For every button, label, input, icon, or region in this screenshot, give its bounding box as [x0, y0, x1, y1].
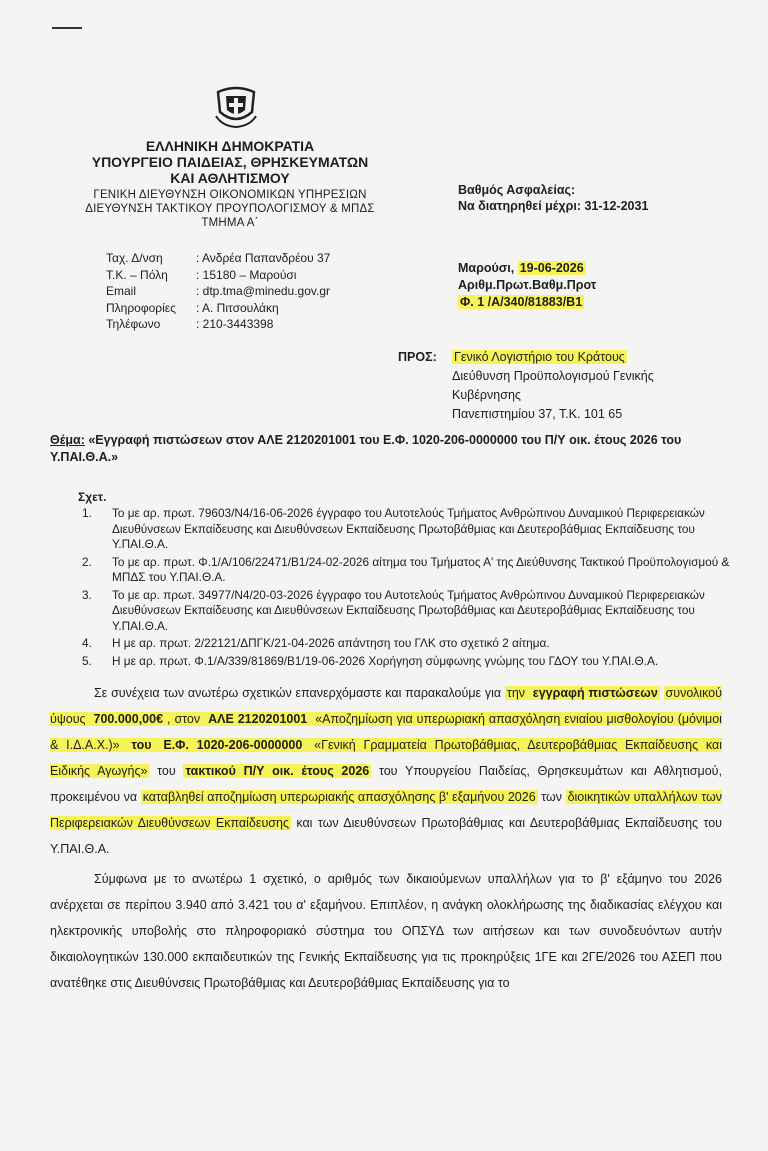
list-item: 5. Η με αρ. πρωτ. Φ.1/Α/339/81869/Β1/19-06-2026 Χορήγηση σύμφωνης γνώμης του ΓΔΟΥ του Υ.ΠΑΙ.Θ.Α.	[82, 653, 659, 668]
contact-row: Ταχ. Δ/νση : Ανδρέα Παπανδρέου 37	[106, 251, 331, 265]
body-paragraph-1: Σε συνέχεια των ανωτέρω σχετικών επανερχόμαστε και παρακαλούμε για την εγγραφή πιστώσεων συνολικού ύψους 700.000,00€ , στον ΑΛΕ 2120201001 «Αποζημίωση για υπερωριακή απασχόληση ενιαίου μισθολογίου (μόνιμοι & Ι.Δ.Α.Χ.)» του Ε.Φ. 1020-206-0000000 «Γενική Γραμματεία Πρωτοβάθμιας, Δευτεροβάθμιας Εκπαίδευσης και Ειδικής Αγωγής» του τακτικού Π/Υ οικ. έτους 2026 του Υπουργείου Παιδείας, Θρησκευμάτων και Αθλητισμού, προκειμένου να καταβληθεί αποζημίωση υπερωριακής απασχόλησης β' εξαμήνου 2026 των διοικητικών υπαλλήλων των Περιφερειακών Διευθύνσεων Εκπαίδευσης και των Διευθύνσεων Πρωτοβάθμιας και Δευτεροβάθμιας Εκπαίδευσης του Υ.ΠΑΙ.Θ.Α.	[50, 686, 722, 856]
subject-text: «Εγγραφή πιστώσεων στον ΑΛΕ 2120201001 του Ε.Φ. 1020-206-0000000 του Π/Υ οικ. έτους 2026 του Υ.ΠΑΙ.Θ.Α.»	[50, 433, 682, 464]
security-label: Βαθμός Ασφαλείας:	[458, 183, 576, 197]
header-line-2: ΥΠΟΥΡΓΕΙΟ ΠΑΙΔΕΙΑΣ, ΘΡΗΣΚΕΥΜΑΤΩΝ	[91, 154, 369, 170]
protocol-label: Αριθμ.Πρωτ.Βαθμ.Προτ	[458, 278, 597, 292]
security-block	[458, 182, 648, 214]
list-item: 1. Το με αρ. πρωτ. 79603/Ν4/16-06-2026 έγγραφο του Αυτοτελούς Τμήματος Ανθρώπινου Δυναμικού Περιφερειακών Διευθύνσεων Εκπαίδευσης και Διευθύνσεων Εκπαίδευσης Πρωτοβάθμιας και Δευτεροβάθμιας Εκπαίδευσης του Υ.ΠΑΙ.Θ.Α.	[82, 506, 705, 551]
contact-row: Πληροφορίες : Α. Πιτσουλάκη	[106, 300, 279, 315]
header-line-1: ΕΛΛΗΝΙΚΗ ΔΗΜΟΚΡΑΤΙΑ	[145, 138, 315, 154]
subject	[50, 432, 730, 466]
references-list	[82, 506, 742, 671]
list-item: 3. Το με αρ. πρωτ. 34977/Ν4/20-03-2026 έγγραφο του Αυτοτελούς Τμήματος Ανθρώπινου Δυναμικού Περιφερειακών Διευθύνσεων Εκπαίδευσης και Διευθύνσεων Εκπαίδευσης Πρωτοβάθμιας και Δευτεροβάθμιας Εκπαίδευσης του Υ.ΠΑΙ.Θ.Α.	[82, 587, 705, 633]
list-item: 2. Το με αρ. πρωτ. Φ.1/Α/106/22471/Β1/24-02-2026 αίτημα του Τμήματος Α' της Διεύθυνσης Τακτικού Προϋπολογισμού & ΜΠΔΣ του Υ.ΠΑΙ.Θ.Α.	[82, 554, 730, 584]
header-line-6: ΤΜΗΜΑ Α΄	[201, 217, 259, 229]
body-paragraph-2: Σύμφωνα με το ανωτέρω 1 σχετικό, ο αριθμός των δικαιούμενων υπαλλήλων για το β' εξάμηνο του 2026 ανέρχεται σε περίπου 3.940 από 3.421 του α' εξαμήνου. Επιπλέον, η ανάγκη ολοκλήρωσης της διαδικασίας ελέγχου και ηλεκτρονικής υποβολής στο πληροφοριακό σύστημα του ΟΠΣΥΔ των αιτήσεων και των συνοδευόντων αυτήν δικαιολογητικών 130.000 εκπαιδευτικών της Γενικής Εκπαίδευσης για τις προκηρύξεις 1ΓΕ και 2ΓΕ/2026 του ΑΣΕΠ που ανατέθηκε στις Διευθύνσεις Πρωτοβάθμιας και Δευτεροβάθμιας Εκπαίδευσης για το	[50, 872, 722, 990]
greek-emblem-icon	[212, 82, 260, 128]
list-item: 4. Η με αρ. πρωτ. 2/22121/ΔΠΓΚ/21-04-2026 απάντηση του ΓΛΚ στο σχετικό 2 αίτημα.	[82, 636, 550, 650]
document-date: 19-06-2026	[519, 261, 584, 275]
contact-row: Email : dtp.tma@minedu.gov.gr	[106, 284, 331, 298]
subject-label: Θέμα:	[50, 433, 85, 447]
references-title: Σχετ.	[78, 490, 107, 504]
recipient-name: Γενικό Λογιστήριο του Κράτους	[454, 350, 625, 364]
contact-block	[106, 250, 330, 333]
recipient-line-3: Κυβέρνησης	[452, 388, 521, 402]
place-label: Μαρούσι,	[458, 261, 518, 275]
header-line-3: ΚΑΙ ΑΘΛΗΤΙΣΜΟΥ	[170, 170, 290, 186]
header-line-4: ΓΕΝΙΚΗ ΔΙΕΥΘΥΝΣΗ ΟΙΚΟΝΟΜΙΚΩΝ ΥΠΗΡΕΣΙΩΝ	[93, 189, 367, 201]
pen-mark	[52, 27, 82, 29]
ministry-header	[70, 138, 390, 230]
recipient-block	[452, 348, 654, 424]
contact-row: Τηλέφωνο : 210-3443398	[106, 317, 274, 331]
recipient-line-4: Πανεπιστημίου 37, Τ.Κ. 101 65	[452, 407, 623, 421]
header-line-5: ΔΙΕΥΘΥΝΣΗ ΤΑΚΤΙΚΟΥ ΠΡΟΥΠΟΛΟΓΙΣΜΟΥ & ΜΠΔΣ	[85, 203, 375, 215]
protocol-block	[458, 260, 596, 311]
recipient-label: ΠΡΟΣ:	[398, 350, 437, 364]
contact-row: Τ.Κ. – Πόλη : 15180 – Μαρούσι	[106, 267, 297, 282]
recipient-line-2: Διεύθυνση Προϋπολογισμού Γενικής	[452, 369, 654, 383]
retention-label: Να διατηρηθεί μέχρι: 31-12-2031	[458, 199, 649, 213]
protocol-number: Φ. 1 /Α/340/81883/Β1	[460, 295, 583, 309]
